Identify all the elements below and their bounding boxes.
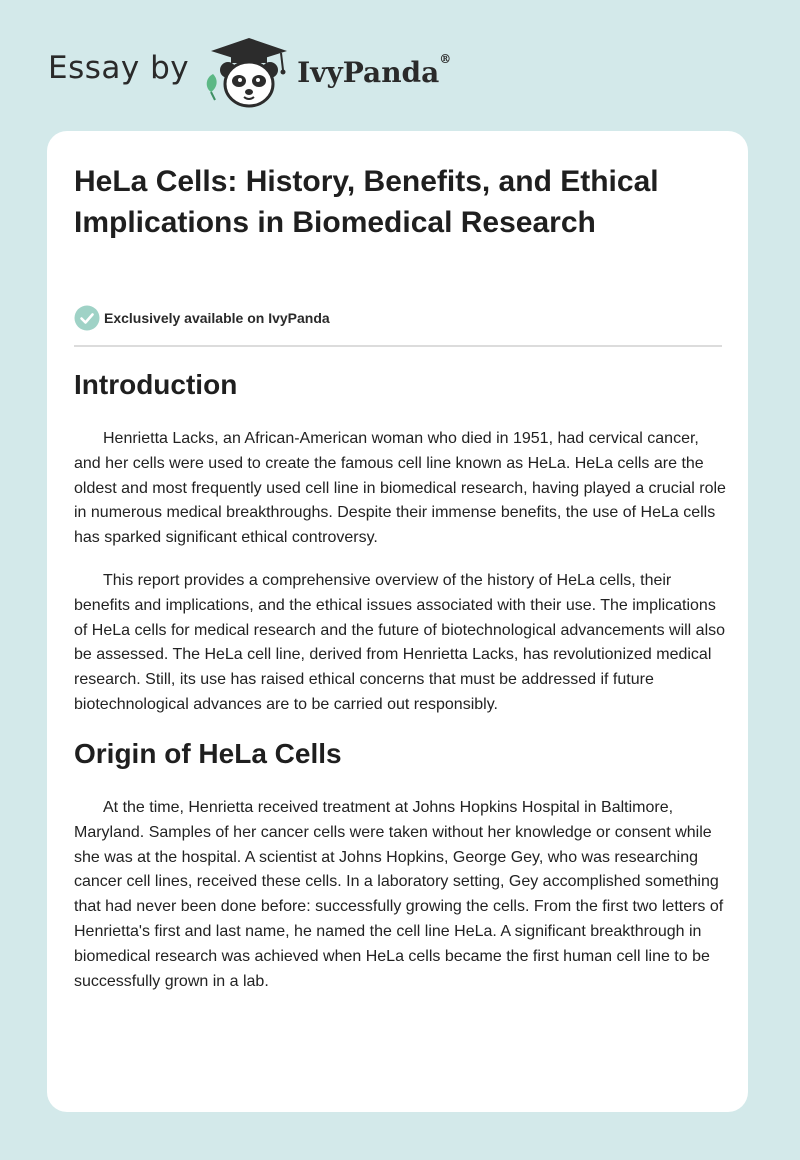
brand-name: IvyPanda® — [297, 51, 452, 89]
paragraph: At the time, Henrietta received treatment at Johns Hopkins Hospital in Baltimore, Maryland. Samples of her cancer cells were taken without her knowledge or consent while she was at the hospital. A scientist at Johns Hopkins, George Gey, who was researching cancer cell lines, received these cells. In a laboratory setting, Gey accomplished something that had never been done before: successfully growing the cells. From the first two letters of Henrietta's first and last name, he named the cell line HeLa. A significant breakthrough in biomedical research was achieved when HeLa cells became the first human cell line to be successfully grown in a lab. — [74, 799, 724, 990]
divider — [74, 345, 722, 347]
check-badge-icon — [74, 305, 100, 331]
panda-logo-icon — [203, 34, 295, 110]
section-heading-introduction: Introduction — [74, 369, 238, 400]
exclusive-label: Exclusively available on IvyPanda — [104, 310, 330, 326]
brand-header[interactable] — [48, 34, 451, 110]
brand-prefix: Essay by — [48, 50, 190, 86]
section-heading-origin: Origin of HeLa Cells — [74, 738, 342, 769]
essay-title: HeLa Cells: History, Benefits, and Ethical Implications in Biomedical Research — [74, 165, 659, 239]
paragraph: Henrietta Lacks, an African-American woman who died in 1951, had cervical cancer, and her cells were used to create the famous cell line known as HeLa. HeLa cells are the oldest and most frequently used cell line in biomedical research, having played a crucial role in numerous medical breakthroughs. Despite their immense benefits, the use of HeLa cells has sparked significant ethical controversy. — [74, 430, 726, 547]
essay-card — [47, 131, 748, 1112]
paragraph: This report provides a comprehensive overview of the history of HeLa cells, their benefits and implications, and the ethical issues associated with their use. The implications of HeLa cells for medical research and the future of biotechnological advancements will also be assessed. The HeLa cell line, derived from Henrietta Lacks, has revolutionized medical research. Still, its use has raised ethical concerns that must be addressed if future biotechnological advances are to be carried out responsibly. — [74, 572, 726, 713]
exclusive-badge — [74, 305, 330, 331]
